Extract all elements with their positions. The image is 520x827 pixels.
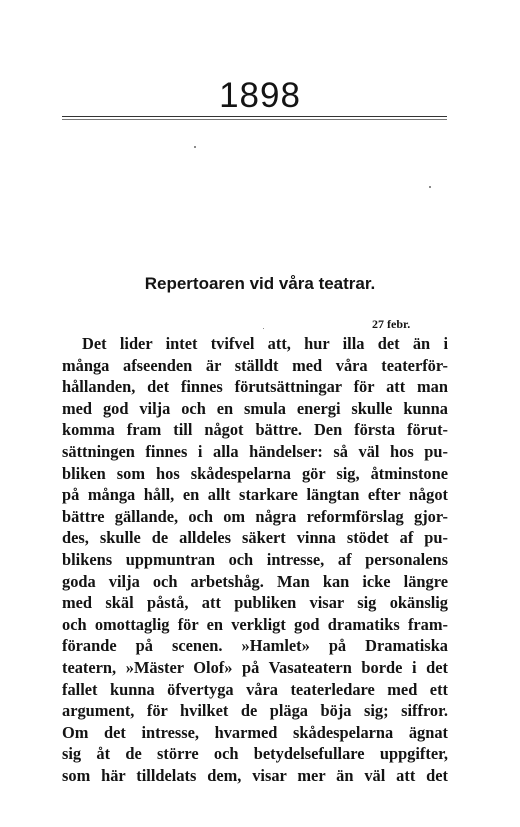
- text-line: med god vilja och en smula energi skulle kunna: [62, 398, 448, 418]
- text-line: komma fram till något bättre. Den första förut-: [62, 420, 448, 440]
- section-title: Repertoaren vid våra teatrar.: [144, 274, 376, 293]
- body-text: [62, 333, 448, 786]
- text-line: bättre gällande, och om några reformförslag gjor-: [62, 506, 448, 526]
- heading-rule-thin: [62, 119, 447, 120]
- text-line: goda vilja och arbetshåg. Man kan icke längre: [62, 571, 448, 591]
- page-year-heading: 1898: [219, 76, 301, 115]
- text-line: bliken som hos skådespelarna gör sig, åtminstone: [62, 463, 448, 483]
- paper-speck: [263, 328, 264, 329]
- text-line: hållanden, det finnes förutsättningar för att man: [62, 377, 448, 397]
- article-date: 27 febr.: [372, 317, 411, 331]
- paper-speck: [194, 146, 196, 148]
- text-line: sättningen finnes i alla händelser: så väl hos pu-: [62, 441, 448, 461]
- text-line: på många håll, en allt starkare längtan efter något: [62, 485, 448, 505]
- text-line: med skäl påstå, att publiken visar sig okänslig: [62, 593, 448, 613]
- heading-rule: [62, 116, 447, 117]
- paper-speck: [429, 186, 431, 188]
- text-line: Det lider intet tvifvel att, hur illa det än i: [82, 334, 448, 353]
- text-line: förande på scenen. »Hamlet» på Dramatiska: [62, 636, 448, 656]
- text-line: många afseenden är ställdt med våra teaterför-: [62, 355, 448, 375]
- text-line: och omottaglig för en verkligt god dramatiks fram-: [62, 614, 448, 634]
- text-line: argument, för hvilket de pläga böja sig; siffror.: [62, 701, 448, 721]
- text-line: fallet kunna öfvertyga våra teaterledare med ett: [62, 679, 448, 699]
- text-line: blikens uppmuntran och intresse, af personalens: [62, 549, 448, 569]
- text-line: som här tilldelats dem, visar mer än väl att det: [62, 765, 448, 785]
- text-line: des, skulle de alldeles säkert vinna stödet af pu-: [62, 528, 448, 548]
- text-line: sig åt de större och betydelsefullare uppgifter,: [62, 744, 448, 764]
- text-line: teatern, »Mäster Olof» på Vasateatern borde i det: [62, 657, 448, 677]
- text-line: Om det intresse, hvarmed skådespelarna ägnat: [62, 722, 448, 742]
